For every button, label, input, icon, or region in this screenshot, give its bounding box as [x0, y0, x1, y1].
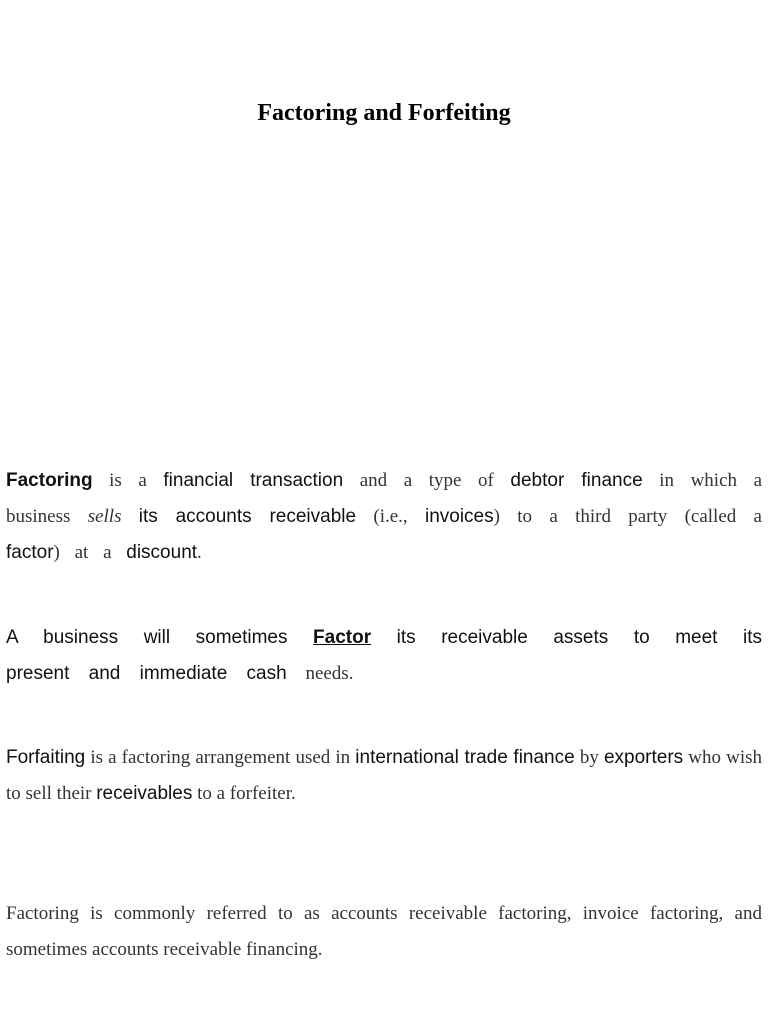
text-run: its accounts receivable: [138, 506, 357, 527]
text-run: (i.e.,: [356, 506, 425, 527]
text-run: by: [574, 747, 604, 768]
text-run: its receivable assets to meet its present and immediate cash: [6, 627, 763, 684]
text-run: to a forfeiter.: [192, 783, 296, 804]
text-run: Factoring: [6, 470, 93, 491]
text-run: receivables: [96, 783, 193, 804]
text-run: is a: [92, 470, 164, 491]
text-run: financial transaction: [163, 470, 344, 491]
text-run: discount: [126, 542, 198, 563]
text-run: in which a business: [6, 470, 763, 527]
text-run: ) at a: [53, 542, 127, 563]
text-run: needs.: [286, 663, 354, 684]
text-run: international trade finance: [355, 747, 575, 768]
text-run: factor: [6, 542, 54, 563]
text-run: Forfaiting: [6, 747, 86, 768]
text-run: exporters: [603, 747, 684, 768]
text-run: [121, 506, 138, 527]
text-run: .: [197, 542, 202, 563]
text-run: sells: [87, 506, 122, 527]
paragraph-factoring-aliases: [6, 896, 762, 968]
paragraph-factoring-definition: [6, 463, 762, 571]
page-title: Factoring and Forfeiting: [257, 100, 511, 126]
text-run: is a factoring arrangement used in: [85, 747, 356, 768]
text-run: Factor: [313, 627, 372, 648]
text-run: debtor finance: [510, 470, 643, 491]
paragraph-forfaiting-definition: [6, 740, 762, 812]
text-run: A business will sometimes: [6, 627, 314, 648]
paragraph-factor-usage: [6, 620, 762, 692]
text-run: ) to a third party (called a: [493, 506, 762, 527]
text-run: and a type of: [343, 470, 511, 491]
text-run: Factoring is commonly referred to as accounts receivable factoring, invoice factoring, and sometimes accounts receivable financing.: [6, 903, 762, 960]
text-run: who wish to sell their: [6, 747, 763, 804]
text-run: invoices: [424, 506, 494, 527]
